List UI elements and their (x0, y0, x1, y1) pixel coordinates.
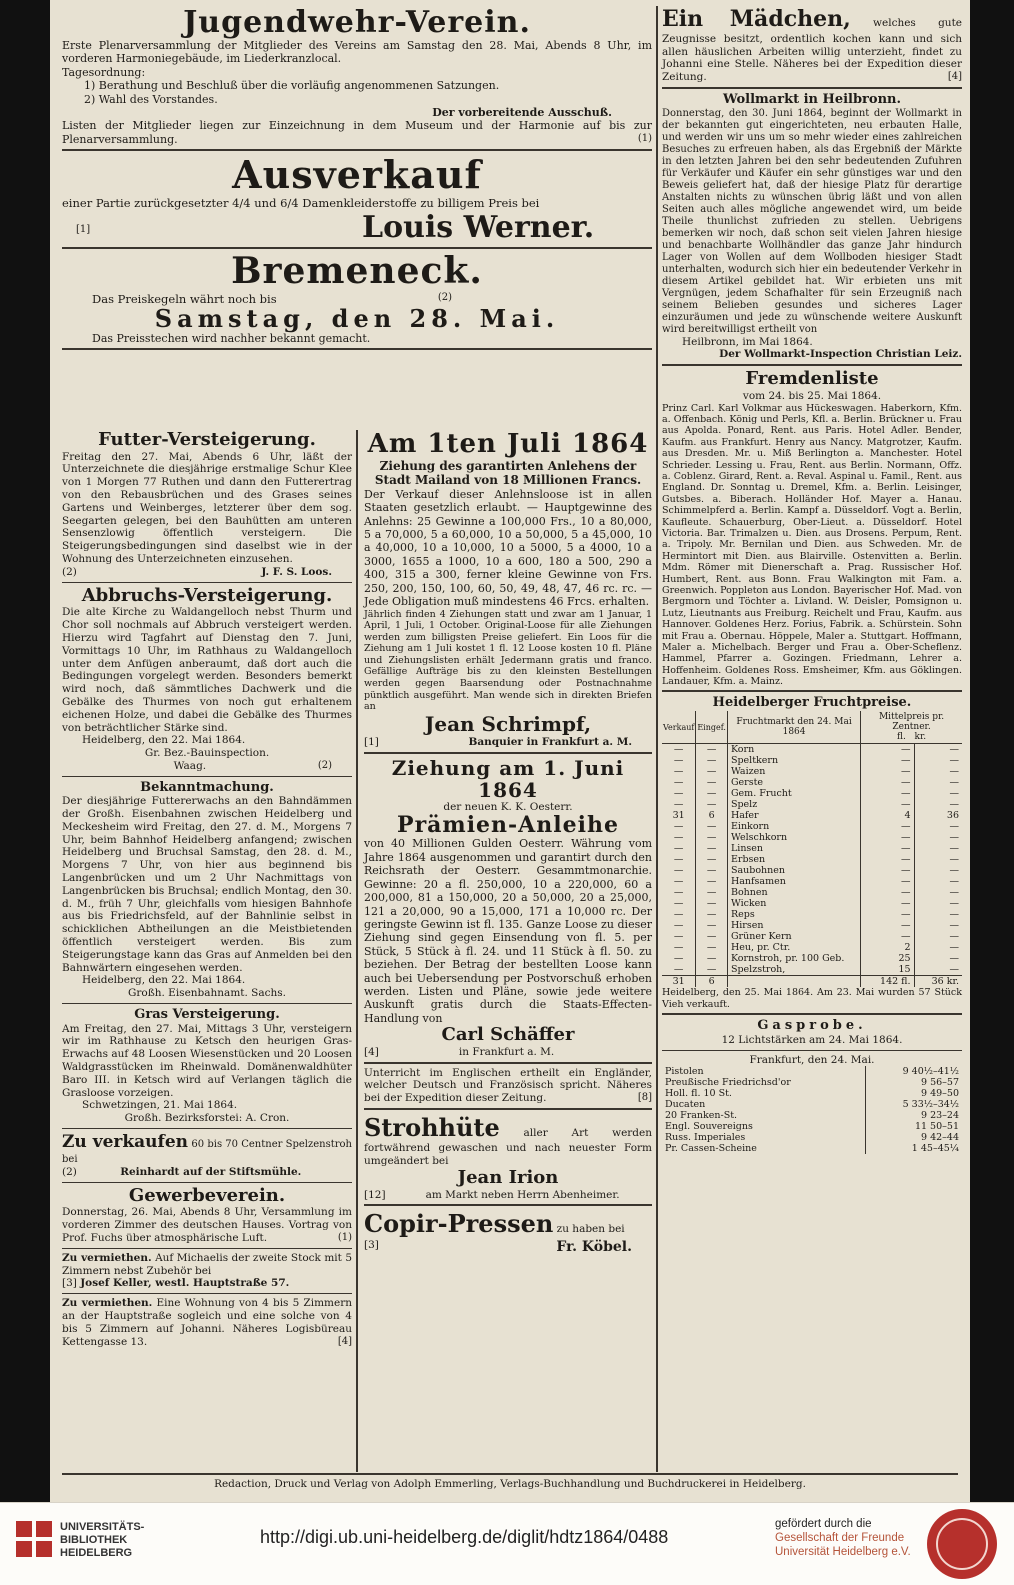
table-cell: Spelz (727, 799, 860, 810)
jugendwehr-signature: Der vorbereitende Ausschuß. (432, 106, 612, 120)
divider (62, 1248, 352, 1249)
sponsor-line: Universität Heidelberg e.V. (775, 1546, 911, 1558)
abbruch-place: Heidelberg, den 22. Mai 1864. (82, 734, 246, 747)
frankfurt-table (662, 1066, 962, 1154)
table-row (662, 755, 962, 766)
strohhuete-name: Jean Irion (457, 1166, 559, 1188)
divider (662, 1050, 962, 1051)
ziehung-body: von 40 Millionen Gulden Oesterr. Währung vom Jahre 1864 ausgenommen und garantirt durch den Reichsrath der Oesterr. Gesammtmonarchie. Gewinne: 20 a fl. 250,000, 10 a 220,000, 60 a 200,000, 81 a 150,000, 20 a 50,000, 20 a 25,000, 121 a 20,000, 90 a 15,000, 171 a 10,000 rc. Der geringste Gewinn ist fl. 135. Ganze Loose zu dieser Ziehung sind gegen Einsendung von fl. 5. per Stück, 5 Stück à fl. 24. und 11 Stück à fl. 50. zu beziehen. Der Betrag der bestellten Loose kann auch bei Uebersendung per Postvorschuß erhoben werden. Listen und Pläne, sowie jede weitere Auskunft gratis durch die Staats-Effecten-Handlung von (364, 837, 652, 1025)
juli-name: Jean Schrimpf, (424, 711, 592, 736)
table-cell: — (673, 777, 684, 789)
table-cell: 15 (861, 964, 914, 976)
bremeneck-line2: Das Preisstechen wird nachher bekannt gemacht. (92, 332, 371, 346)
fruchtpreise (662, 695, 962, 1010)
bekannt-notice (62, 780, 352, 1000)
imprint: Redaction, Druck und Verlag von Adolph Emmerling, Verlags-Buchhandlung und Buchdruckerei in Heidelberg. (62, 1473, 958, 1490)
futter-footer: (2) J. F. S. Loos. (62, 565, 332, 578)
fruchtpreise-title: Heidelberger Fruchtpreise. (712, 695, 912, 711)
library-name[interactable] (60, 1521, 144, 1560)
table-cell: — (696, 964, 728, 976)
jugendwehr-agenda-item: 2) Wahl des Vorstandes. (84, 92, 218, 106)
table-cell: — (914, 843, 962, 854)
middle-column (364, 430, 652, 1256)
table-cell: Bohnen (727, 887, 860, 898)
table-total-row (662, 976, 962, 988)
juli-firm: [1] Banquier in Frankfurt a. M. (364, 735, 632, 748)
fruchtpreise-header (662, 711, 962, 744)
wollmarkt-signature: Der Wollmarkt-Inspection Christian Leiz. (719, 348, 962, 361)
table-cell: Grüner Kern (727, 931, 860, 942)
table-cell: Waizen (727, 766, 860, 777)
table-cell: — (914, 777, 962, 788)
table-row (662, 788, 962, 799)
table-row (662, 1121, 962, 1132)
fremdenliste-subtitle: vom 24. bis 25. Mai 1864. (742, 389, 882, 402)
table-row (662, 854, 962, 865)
abbruch-notice (62, 586, 352, 773)
table-row (662, 777, 962, 788)
table-cell: Erbsen (727, 854, 860, 865)
wollmarkt-body: Donnerstag, den 30. Juni 1864, beginnt der Wollmarkt in der bekannten gut eingerichteten, neu erbauten Halle, und werden wir uns um so mehr wieder eines zahlreichen Besuches zu erfreuen haben, als das Ergebniß der Märkte in den letzten Jahren bei den sehr bedeutenden Zufuhren für Verkäufer und Käufer ein sehr günstiges war und den Beweis geliefert hat, daß der hiesige Platz für derartige Anstalten nichts zu wünschen übrig läßt und von allen Seiten auch alles mögliche angewendet wird, um beide Theile thunlichst zufrieden zu stellen. Uebrigens bemerken wir noch, daß schon seit vielen Jahren hiesige und benachbarte Wollhändler das ganze Jahr hindurch Lager von Wollen auf dem Wollboden hiesiger Stadt unterhalten, wodurch sich hier ein bedeutender Verkehr in diesem Artikel gebildet hat. Wir erbieten uns mit Vergnügen, jedem Schafhalter für sein Erzeugniß nach seinem Belieben gesundes und sicheres Lager einzuräumen und jede zu wünschende weitere Auskunft wird bereitwilligst ertheilt von (662, 107, 962, 335)
table-cell: Kornstroh, pr. 100 Geb. (727, 953, 860, 964)
gras-signature: Großh. Bezirksforstei: A. Cron. (124, 1112, 290, 1125)
ziehung-title: Ziehung am 1. Juni 1864 (391, 755, 625, 802)
column-rule (356, 430, 358, 1472)
juli-body: Der Verkauf dieser Anlehnsloose ist in allen Staaten gesetzlich erlaubt. — Hauptgewinne des Anlehns: 25 Gewinne a 100,000 Frs., 10 a 80,000, 5 a 70,000, 5 a 60,000, 10 a 50,000, 5 a 45,000, 10 a 40,000, 10 a 10,000, 10 a 5000, 5 a 4000, 10 a 3000, 1655 a 1000, 10 a 600, 180 a 500, 290 a 400, 315 a 300, ferner kleine Gewinne von Frs. 250, 200, 150, 100, 60, 50, 49, 48, 47, 46 rc. rc. — Jede Obligation muß mindestens 46 Frcs. erhalten. (364, 487, 652, 609)
futter-notice (62, 430, 352, 579)
table-cell: 4 (861, 810, 914, 821)
bekannt-place: Heidelberg, den 22. Mai 1864. (82, 974, 246, 987)
table-cell: — (861, 920, 914, 931)
table-cell: 36 (914, 810, 962, 821)
table-cell: — (861, 744, 914, 756)
ausverkauf-name: Louis Werner. (362, 210, 595, 246)
copir-row: Copir-Pressen zu haben bei (364, 1209, 625, 1239)
table-cell: Heu, pr. Ctr. (727, 942, 860, 953)
table-cell: Pr. Cassen-Scheine (665, 1143, 757, 1155)
table-cell: — (914, 832, 962, 843)
table-cell: Gem. Frucht (727, 788, 860, 799)
table-row (662, 964, 962, 976)
wollmarkt-notice (662, 92, 962, 361)
table-cell: — (696, 799, 728, 810)
table-cell: — (673, 876, 684, 888)
gras-title: Gras Versteigerung. (134, 1007, 280, 1023)
table-cell: Gerste (727, 777, 860, 788)
table-cell: — (861, 931, 914, 942)
vermiethen1-body: Zu vermiethen. Auf Michaelis der zweite Stock mit 5 Zimmern nebst Zubehör bei (62, 1251, 352, 1277)
table-cell: — (673, 931, 684, 943)
vermiethen2-ad (62, 1297, 352, 1348)
table-row (662, 799, 962, 810)
sponsor-text[interactable] (775, 1517, 911, 1559)
abbruch-signature: Waag. (2) (173, 759, 332, 772)
strohhuete-row: Strohhüte aller Art werden fortwährend gewaschen und nach neuester Form umgeändert bei (364, 1113, 653, 1168)
table-cell: — (696, 865, 728, 876)
table-cell: 9 49–50 (865, 1088, 962, 1099)
table-cell: 5 33½–34½ (865, 1099, 962, 1110)
table-cell: — (861, 832, 914, 843)
bremeneck-title: Bremeneck. (231, 250, 483, 293)
right-column (662, 6, 962, 1154)
divider (662, 87, 962, 89)
col-preis: Mittelpreis pr. Zentner. fl. kr. (861, 711, 962, 744)
ziehung-name: Carl Schäffer (441, 1024, 575, 1046)
table-cell: — (673, 920, 684, 932)
table-cell: — (673, 843, 684, 855)
copir-ad (364, 1209, 652, 1255)
table-row (662, 898, 962, 909)
table-cell: — (696, 931, 728, 942)
ausverkauf-line: einer Partie zurückgesetzter 4/4 und 6/4 Damenkleiderstoffe zu billigem Preis bei (62, 196, 540, 211)
divider (364, 1108, 652, 1110)
table-row (662, 821, 962, 832)
table-cell: 31 (672, 810, 685, 822)
table-row (662, 843, 962, 854)
frankfurt-title: Frankfurt, den 24. Mai. (749, 1053, 875, 1066)
table-cell: 11 50–51 (865, 1121, 962, 1132)
table-cell: — (696, 920, 728, 931)
divider (62, 582, 352, 583)
vermiethen2-body: Zu vermiethen. Eine Wohnung von 4 bis 5 Zimmern an der Hauptstraße sogleich und eine solche von 4 bis 5 Zimmern auf Johanni. Näheres Logisbüreau Kettengasse 13. [4] (62, 1297, 352, 1348)
table-cell: 9 42–44 (865, 1132, 962, 1143)
strohhuete-place: [12] am Markt neben Herrn Abenheimer. (364, 1188, 620, 1201)
juli-subtitle: Ziehung des garantirten Anlehens der Stadt Mailand von 18 Millionen Francs. (374, 458, 642, 488)
jugendwehr-agenda-title: Tagesordnung: (62, 65, 146, 79)
jugendwehr-title: Jugendwehr-Verein. (183, 5, 531, 40)
table-cell: — (914, 865, 962, 876)
table-cell: 142 fl. (861, 976, 914, 988)
table-cell: Engl. Souvereigns (665, 1121, 753, 1133)
fruchtpreise-table (662, 711, 962, 987)
table-cell: Preußische Friedrichsd'or (665, 1077, 791, 1089)
divider (62, 1182, 352, 1183)
gewerbe-notice (62, 1186, 352, 1245)
table-row (662, 1099, 962, 1110)
bremeneck-date: Samstag, den 28. Mai. (154, 303, 560, 333)
table-cell: 6 (696, 810, 728, 821)
gewerbe-body: Donnerstag, 26. Mai, Abends 8 Uhr, Versammlung im vorderen Zimmer des deutschen Hauses. Vortrag von Prof. Fuchs über atmosphärische Luft. (1) (62, 1206, 352, 1245)
divider (62, 1293, 352, 1294)
table-cell: — (696, 854, 728, 865)
library-line: BIBLIOTHEK (60, 1534, 128, 1546)
jugendwehr-body: Erste Plenarversammlung der Mitglieder des Vereins am Samstag den 28. Mai, Abends 8 Uhr, im vorderen Harmoniegebäude, im Liederkranzlocal. (62, 39, 652, 66)
table-cell: — (696, 898, 728, 909)
table-row (662, 766, 962, 777)
column-rule (656, 6, 658, 1472)
col-verkauf: Verkauf (662, 711, 696, 744)
table-cell: Pistolen (665, 1066, 704, 1078)
bremeneck-line1: Das Preiskegeln währt noch bis (2) (92, 291, 452, 306)
ausverkauf-title: Ausverkauf (232, 152, 482, 198)
table-row (662, 865, 962, 876)
table-cell: 25 (861, 953, 914, 964)
table-cell: — (861, 821, 914, 832)
viewer-footer-bar (0, 1502, 1014, 1585)
university-seal-icon[interactable] (927, 1509, 997, 1579)
divider (662, 690, 962, 692)
table-cell: — (914, 766, 962, 777)
newspaper-page (50, 0, 970, 1502)
table-row (662, 1132, 962, 1143)
table-row (662, 1066, 962, 1077)
juli-title: Am 1ten Juli 1864 (367, 429, 649, 459)
divider (364, 752, 652, 754)
verkaufen-name: (2) Reinhardt auf der Stiftsmühle. (62, 1165, 302, 1178)
table-row (662, 1110, 962, 1121)
table-cell: — (914, 788, 962, 799)
table-cell: Ducaten (665, 1099, 706, 1111)
juli-body2: Jährlich finden 4 Ziehungen statt und zwar am 1 Januar, 1 April, 1 Juli, 1 October. Original-Loose für alle Ziehungen werden zum billigsten Preise geliefert. Ein Loos für die Ziehung am 1 Juli kostet 1 fl. 12 Loose kosten 10 fl. Pläne und Ziehungslisten erhält Jedermann gratis und franco. Gefällige Aufträge bis zu den kleinsten Bestellungen werden gegen Baarsendung oder Postnachnahme pünktlich ausgeführt. Man wende sich in direkten Briefen an (364, 608, 652, 713)
futter-body: Freitag den 27. Mai, Abends 6 Uhr, läßt der Unterzeichnete die diesjährige erstmalige Schur Klee von 1 Morgen 77 Ruthen und dann den Futterertrag von den Rebausbrüchen und des Grases seines Gartens und Weinberges, letzterer über dem sog. Seegarten gelegen, bei den Bauhütten am unteren Sensenzlowig öffentlich versteigern. Die Steigerungsbedingungen sind daselbst wie in der Wohnung des Unterzeichneten einzusehen. (62, 450, 352, 566)
table-cell: 1 45–45¼ (865, 1143, 962, 1154)
table-cell: — (673, 887, 684, 899)
gasprobe (662, 1018, 962, 1046)
table-cell: — (696, 942, 728, 953)
table-cell: — (696, 832, 728, 843)
divider (62, 149, 652, 151)
verkaufen-row: Zu verkaufen 60 bis 70 Centner Spelzenstroh bei (62, 1132, 353, 1165)
table-cell: — (696, 876, 728, 887)
table-cell: — (861, 766, 914, 777)
gras-place: Schwetzingen, 21. Mai 1864. (82, 1099, 238, 1112)
table-cell: — (673, 854, 684, 866)
table-cell: Hanfsamen (727, 876, 860, 887)
table-cell: — (861, 876, 914, 887)
maedchen-ad (662, 6, 962, 84)
verkaufen-ad (62, 1132, 352, 1179)
table-cell: — (673, 799, 684, 811)
table-cell: — (861, 799, 914, 810)
table-cell: — (696, 755, 728, 766)
table-cell: Russ. Imperiales (665, 1132, 746, 1144)
table-cell: 20 Franken-St. (665, 1110, 738, 1122)
divider (662, 364, 962, 366)
table-cell: Einkorn (727, 821, 860, 832)
gras-notice (62, 1007, 352, 1125)
table-cell: — (914, 942, 962, 953)
wollmarkt-title: Wollmarkt in Heilbronn. (722, 92, 902, 108)
gas-title: Gasprobe. (757, 1018, 867, 1034)
table-cell: 9 40½–41½ (865, 1066, 962, 1077)
table-cell: — (673, 865, 684, 877)
divider (62, 348, 652, 350)
table-cell: — (673, 766, 684, 778)
divider (364, 1062, 652, 1064)
gras-body: Am Freitag, den 27. Mai, Mittags 3 Uhr, versteigern wir im Rathhause zu Ketsch den heurigen Gras-Erwachs auf 48 Loosen Wiesenstücken und 20 Loosen Waldgrasstücken im Rheinwald. Domänenwaldhüter Baro III. in Ketsch wird auf Verlangen täglich die Grasloose vorzeigen. (62, 1022, 352, 1099)
ziehung-sub: der neuen K. K. Oesterr. (443, 800, 573, 813)
jugendwehr-notice (62, 6, 652, 146)
vermiethen1-name: [3] Josef Keller, westl. Hauptstraße 57. (62, 1277, 290, 1290)
englisch-body: Unterricht im Englischen ertheilt ein Engländer, welcher Deutsch und Französisch spricht. Näheres bei der Expedition dieser Zeitung. [8] (364, 1066, 652, 1105)
left-column (62, 6, 652, 426)
table-cell: — (696, 766, 728, 777)
table-row (662, 909, 962, 920)
table-cell: — (914, 821, 962, 832)
table-cell: — (673, 755, 684, 767)
table-cell: — (861, 755, 914, 766)
table-cell: — (861, 854, 914, 865)
col-markt: Fruchtmarkt den 24. Mai 1864 (727, 711, 860, 744)
left-subcolumn-a (62, 430, 352, 1348)
abbruch-title: Abbruchs-Versteigerung. (81, 584, 333, 606)
sponsor-line: gefördert durch die (775, 1518, 872, 1530)
library-line: HEIDELBERG (60, 1547, 133, 1559)
fruchtpreise-note: Heidelberg, den 25. Mai 1864. Am 23. Mai wurden 57 Stück Vieh verkauft. (662, 987, 962, 1010)
bremeneck-ad (62, 252, 652, 345)
table-cell: — (673, 832, 684, 844)
abbruch-office: Gr. Bez.-Bauinspection. (144, 747, 270, 760)
table-cell: Saubohnen (727, 865, 860, 876)
juli-ad (364, 430, 652, 749)
gewerbe-title: Gewerbeverein. (128, 1184, 286, 1206)
table-cell: Speltkern (727, 755, 860, 766)
copir-name: [3] Fr. Köbel. (364, 1238, 632, 1255)
ziehung-place: [4] in Frankfurt a. M. (364, 1045, 555, 1058)
ausverkauf-num: [1] (76, 224, 91, 236)
jugendwehr-footer: Listen der Mitglieder liegen zur Einzeichnung in dem Museum und der Harmonie auf bis zur Plenarversammlung. (1) (62, 119, 652, 146)
table-cell: — (861, 788, 914, 799)
table-row (662, 744, 962, 756)
ausverkauf-ad (62, 154, 652, 244)
table-cell: — (861, 865, 914, 876)
table-cell: — (914, 931, 962, 942)
table-cell: — (673, 744, 684, 756)
table-row (662, 1077, 962, 1088)
divider (662, 1013, 962, 1015)
table-row (662, 832, 962, 843)
table-cell: Holl. fl. 10 St. (665, 1088, 732, 1100)
table-row (662, 876, 962, 887)
ziehung-ad (364, 757, 652, 1059)
table-cell: — (696, 953, 728, 964)
table-cell: — (696, 777, 728, 788)
table-cell: — (914, 755, 962, 766)
table-cell: — (861, 777, 914, 788)
table-cell: — (914, 909, 962, 920)
divider (62, 1128, 352, 1129)
table-row (662, 953, 962, 964)
strohhuete-ad (364, 1113, 652, 1201)
table-cell: — (861, 909, 914, 920)
table-cell: — (914, 799, 962, 810)
table-cell: — (696, 887, 728, 898)
table-cell: — (673, 942, 684, 954)
table-cell: — (914, 854, 962, 865)
table-row (662, 887, 962, 898)
table-cell: — (914, 898, 962, 909)
frankfurt-rates (662, 1054, 962, 1155)
fremdenliste-body: Prinz Carl. Karl Volkmar aus Hückeswagen. Haberkorn, Kfm. a. Offenbach. König und Perls, Kfl. a. Berlin. Brückner u. Frau aus Apolda. Ponard, Rent. aus Paris. Hotel Adler. Bender, Kaufm. aus Frankfurt. Henry aus Nancy. Matgrotzer, Kaufm. aus Dresden. Mr. u. Miß Berlington a. Manchester. Hotel Schrieder. Lessing u. Frau, Rent. aus Berlin. Normann, Offz. a. Coblenz. Girard, Rent. a. Reval. Aspinal u. Famil., Rent. aus England. Dr. Sonntag u. Dremel, Kfm. a. Berlin. Leisinger, Gutsbes. a. Biberach. Holländer Hof. Mayer a. Hanau. Schimmelpferd a. Berlin. Kampf a. Düsseldorf. Vogt a. Berlin, Kaufleute. Schauerburg, Ober-Lieut. a. Düsseldorf. Hotel Victoria. Bar. Trimalzen u. Dien. aus Drosens. Perpum, Rent. a. Tripoly. Mr. Bernilan und Dien. aus Schweden. Mr. de Hermintort mit Dien. aus Blairville. Ostenvitten a. Berlin. Mdm. Römer mit Dienerschaft a. Prag. Russischer Hof. Humbert, Rent. aus Bonn. Frau Walkington mit Fam. a. Greenwich. Poppleton aus London. Bayerischer Hof. Mad. von Bergmorn und Töchter a. Livland. W. Deisler, Pomsignon u. Lutz, Lieutnants aus Freiburg. Reichelt und Frau, Kaufm. aus Hannover. Goldenes Herz. Forius, Fabrik. a. Schürstein. Sohn mit Frau a. Obernau. Höppele, Maler a. Stuttgart. Hoffmann, Maler a. Michelbach. Berger und Frau a. Ober-Scheflenz. Hammel, Pfarrer a. Gozingen. Friedmann, Lehrer a. Hoffenheim. Goldenes Ross. Emsheimer, Kfm. aus Göklingen. Landauer, Kfm. a. Mainz. (662, 402, 962, 688)
table-row (662, 920, 962, 931)
table-cell: 9 23–24 (865, 1110, 962, 1121)
abbruch-body: Die alte Kirche zu Waldangelloch nebst Thurm und Chor soll nochmals auf Abbruch versteigert werden. Hierzu wird Tagfahrt auf Dienstag den 7. Juni, Vormittags 10 Uhr, im Rathhaus zu Waldangelloch unter dem Anfügen anberaumt, daß dort auch die Bedingungen vorgelegt werden. Besonders bemerkt wird noch, daß sämmtliches Dachwerk und die Gebälke des Thurmes von noch gut erhaltenem eichenen Holze, und dabei die Gebälke des Thurmes von beträchtlicher Stärke sind. (62, 606, 352, 734)
englisch-ad (364, 1067, 652, 1105)
table-row (662, 1143, 962, 1154)
divider (62, 247, 652, 249)
fremdenliste-title: Fremdenliste (745, 368, 879, 390)
col-eingef: Eingef. (696, 711, 728, 744)
table-cell: — (861, 843, 914, 854)
table-row (662, 931, 962, 942)
bekannt-title: Bekanntmachung. (140, 779, 274, 795)
maedchen-body: Ein Mädchen, welches gute Zeugnisse besitzt, ordentlich kochen kann und sich allen häuslichen Arbeiten willig unterzieht, findet zu Johanni eine Stelle. Näheres bei der Expedition dieser Zeitung. [4] (662, 6, 963, 84)
table-cell (727, 976, 860, 988)
gas-subtitle: 12 Lichtstärken am 24. Mai 1864. (721, 1033, 903, 1046)
table-cell: — (673, 898, 684, 910)
wollmarkt-place: Heilbronn, im Mai 1864. (682, 335, 813, 348)
table-row (662, 1088, 962, 1099)
ausverkauf-name-row (62, 210, 652, 244)
table-cell: 31 (662, 976, 696, 988)
table-cell: 6 (696, 976, 728, 988)
table-cell: Spelzstroh, (727, 964, 860, 976)
divider (62, 1003, 352, 1004)
table-cell: — (914, 920, 962, 931)
table-cell: Linsen (727, 843, 860, 854)
table-cell: — (861, 887, 914, 898)
ziehung-title2: Prämien-Anleihe (397, 812, 619, 839)
table-cell: Hirsen (727, 920, 860, 931)
vermiethen1-ad (62, 1252, 352, 1290)
divider (364, 1204, 652, 1206)
table-cell: — (914, 953, 962, 964)
table-cell: — (696, 909, 728, 920)
sponsor-line: Gesellschaft der Freunde (775, 1532, 905, 1544)
divider (62, 776, 352, 777)
table-cell: 36 kr. (914, 976, 962, 988)
table-cell: — (914, 964, 962, 976)
table-cell: 2 (861, 942, 914, 953)
table-cell: Welschkorn (727, 832, 860, 843)
table-cell: Reps (727, 909, 860, 920)
bekannt-body: Der diesjährige Futtererwachs an den Bahndämmen der Großh. Eisenbahnen zwischen Heidelberg und Meckesheim wird Freitag, den 27. d. M., Morgens 7 Uhr, beim Bahnhof Heidelberg anfangend; zwischen Heidelberg und Bruchsal Samstag, den 28. d. M., Morgens 7 Uhr, von hier aus beginnend bis Langenbrücken und um 2 Uhr Nachmittags von Langenbrücken bis Bruchsal; endlich Montag, den 30. d. M., früh 7 Uhr, gleichfalls vom hiesigen Bahnhofe aus bis Friedrichsfeld, auf der Bahnlinie selbst in schicklichen Abtheilungen an die Meistbietenden öffentlich versteigert werden. Bis zum Steigerungstage kann das Gras auf Anmelden bei den Bahnwärtern eingesehen werden. (62, 795, 352, 974)
table-cell: — (673, 788, 684, 800)
table-row (662, 942, 962, 953)
table-cell: — (696, 843, 728, 854)
bekannt-signature: Großh. Eisenbahnamt. Sachs. (127, 987, 286, 1000)
permalink-url[interactable]: http://digi.ub.uni-heidelberg.de/diglit/hdtz1864/0488 (260, 1527, 669, 1547)
futter-title: Futter-Versteigerung. (98, 429, 316, 450)
fremdenliste (662, 369, 962, 687)
table-cell: — (673, 964, 684, 976)
table-cell: — (861, 898, 914, 909)
table-cell: Hafer (727, 810, 860, 821)
jugendwehr-agenda-item: 1) Berathung und Beschluß über die vorläufig angenommenen Satzungen. (84, 79, 500, 93)
library-logo-icon[interactable] (16, 1521, 52, 1557)
table-cell: Korn (727, 744, 860, 756)
table-cell: — (914, 887, 962, 898)
table-cell: — (914, 744, 962, 756)
library-line: UNIVERSITÄTS- (60, 1521, 145, 1533)
table-row (662, 810, 962, 821)
table-cell: — (673, 821, 684, 833)
table-cell: — (673, 953, 684, 965)
table-cell: — (673, 909, 684, 921)
table-cell: — (914, 876, 962, 887)
table-cell: — (696, 744, 728, 756)
table-cell: 9 56–57 (865, 1077, 962, 1088)
table-cell: Wicken (727, 898, 860, 909)
table-cell: — (696, 788, 728, 799)
table-cell: — (696, 821, 728, 832)
